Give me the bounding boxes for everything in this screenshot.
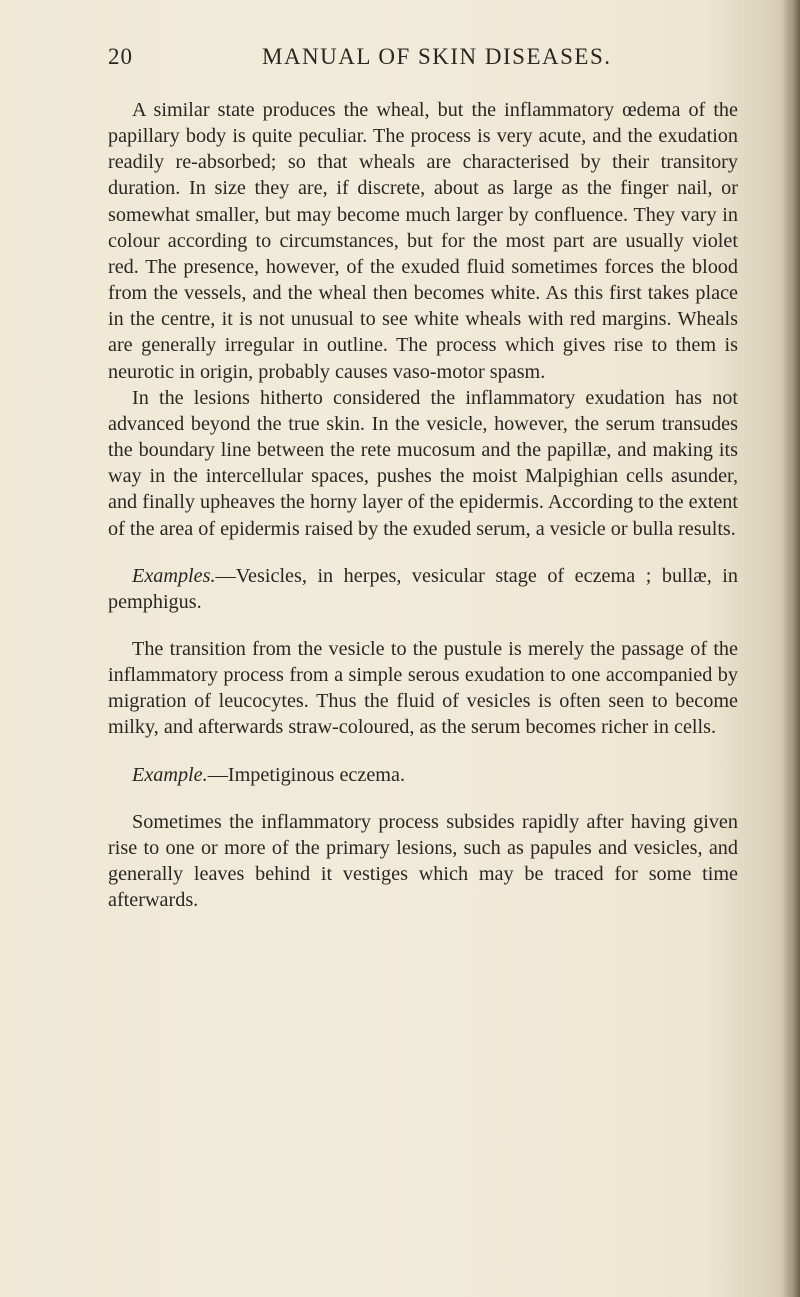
paragraph-vestiges (108, 809, 738, 914)
paragraph-vesicle (108, 385, 738, 542)
page-header (108, 44, 736, 80)
running-title: MANUAL OF SKIN DISEASES. (262, 44, 612, 69)
paragraph-text: —Impetiginous eczema. (207, 763, 406, 786)
page-number: 20 (108, 44, 133, 69)
paragraph-text: A similar state produces the wheal, but the inflammatory œdema of the papillary body is quite peculiar. The process is very acute, and the exudation readily re-absorbed; so that wheals are characterised by their transitory duration. In size they are, if discrete, about as large as the finger nail, or somewhat smaller, but may become much larger by confluence. They vary in colour according to circumstances, but for the most part are usually violet red. The presence, however, of the exuded fluid sometimes forces the blood from the vessels, and the wheal then becomes white. As this first takes place in the centre, it is not unusual to see white wheals with red margins. Wheals are generally irregular in outline. The process which gives rise to them is neurotic in origin, probably causes vaso-motor spasm. (108, 99, 738, 383)
paragraph-example (108, 762, 738, 788)
examples-lead: Examples. (132, 564, 216, 587)
paragraph-text: —Vesicles, in herpes, vesicular stage of eczema ; bullæ, in pemphigus. (108, 564, 738, 613)
body-text (108, 97, 738, 913)
paragraph-text: Sometimes the inflammatory process subsides rapidly after having given rise to one or more of the primary lesions, such as papules and vesicles, and generally leaves behind it vestiges which may be traced for some time afterwards. (108, 810, 738, 912)
paragraph-examples (108, 563, 738, 615)
paragraph-pustule (108, 636, 738, 741)
example-lead: Example. (132, 763, 208, 786)
page-edge-shadow (782, 0, 800, 1297)
paragraph-text: The transition from the vesicle to the pustule is merely the passage of the inflammatory process from a simple serous exudation to one accompanied by migration of leucocytes. Thus the fluid of vesicles is often seen to become milky, and afterwards straw-coloured, as the serum becomes richer in cells. (108, 637, 738, 739)
paragraph-text: In the lesions hitherto considered the inflammatory exudation has not advanced beyond the true skin. In the vesicle, however, the serum transudes the boundary line between the rete mucosum and the papillæ, and making its way in the intercellular spaces, pushes the moist Malpighian cells asunder, and finally upheaves the horny layer of the epidermis. According to the extent of the area of epidermis raised by the exuded serum, a vesicle or bulla results. (108, 386, 738, 540)
paragraph-wheal (108, 97, 738, 385)
